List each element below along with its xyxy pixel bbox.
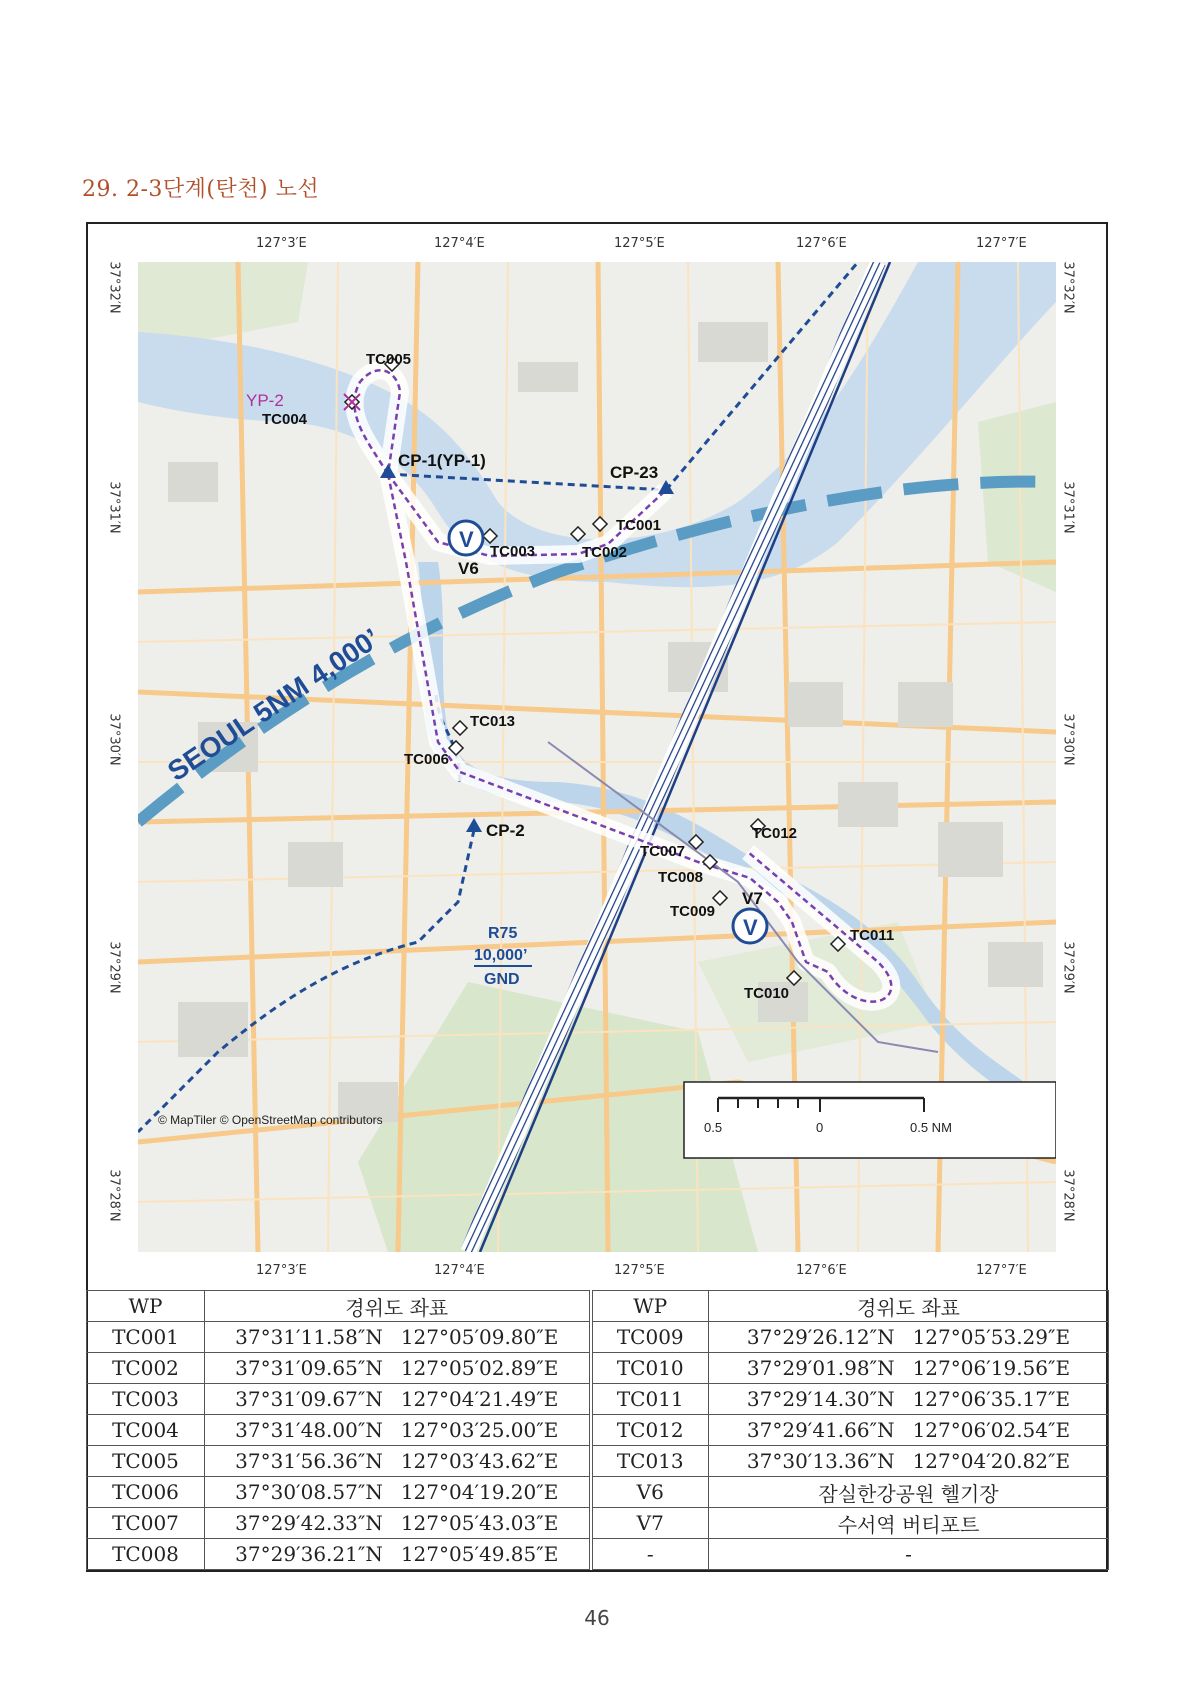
- wp-cell: TC007: [87, 1508, 205, 1539]
- latitude: 37°29′14.30″N: [746, 1387, 895, 1411]
- lat-tick-left: 37°32′N: [106, 261, 122, 314]
- lat-tick-right: 37°31′N: [1060, 481, 1076, 534]
- lat-tick-left: 37°28′N: [106, 1169, 122, 1222]
- lat-tick-right: 37°30′N: [1060, 713, 1076, 766]
- longitude: 127°03′43.62″E: [400, 1449, 559, 1473]
- longitude: 127°05′53.29″E: [912, 1325, 1071, 1349]
- lat-tick-right: 37°29′N: [1060, 941, 1076, 994]
- longitude: 127°05′49.85″E: [400, 1542, 559, 1566]
- coord-cell: [205, 1477, 591, 1508]
- table-row: [87, 1384, 1109, 1415]
- coordinate-table: [86, 1290, 1109, 1570]
- longitude: 127°05′02.89″E: [400, 1356, 559, 1380]
- lat-tick-left: 37°29′N: [106, 941, 122, 994]
- latitude: 37°29′26.12″N: [746, 1325, 895, 1349]
- coord-cell: [205, 1446, 591, 1477]
- table-row: [87, 1508, 1109, 1539]
- svg-text:R75: R75: [488, 925, 518, 942]
- route-map[interactable]: [138, 262, 1056, 1252]
- airspace-label: SEOUL 5NM 4,000’: [162, 622, 386, 787]
- lon-tick-bottom: 127°5′E: [614, 1263, 665, 1278]
- label-tc004: TC004: [262, 411, 308, 428]
- lon-tick-top: 127°6′E: [796, 236, 847, 251]
- table-header-row: [87, 1291, 1109, 1322]
- latitude: 37°29′36.21″N: [235, 1542, 383, 1566]
- wp-cell: TC005: [87, 1446, 205, 1477]
- label-tc003: TC003: [490, 543, 536, 560]
- wp-cell: TC013: [591, 1446, 709, 1477]
- coord-cell: [205, 1539, 591, 1570]
- lon-tick-top: 127°5′E: [614, 236, 665, 251]
- longitude: 127°06′02.54″E: [912, 1418, 1071, 1442]
- wp-cell: V6: [591, 1477, 709, 1508]
- wp-cell: TC011: [591, 1384, 709, 1415]
- svg-text:10,000’: 10,000’: [474, 947, 528, 964]
- lon-tick-bottom: 127°3′E: [256, 1263, 307, 1278]
- latitude: 37°31′09.67″N: [235, 1387, 383, 1411]
- wp-cell: TC002: [87, 1353, 205, 1384]
- lon-tick-top: 127°7′E: [976, 236, 1027, 251]
- coord-cell: [709, 1446, 1109, 1477]
- wp-cell: TC004: [87, 1415, 205, 1446]
- svg-text:0: 0: [816, 1120, 824, 1135]
- label-cp2: CP-2: [486, 821, 525, 840]
- coord-cell: [205, 1384, 591, 1415]
- table-row: [87, 1353, 1109, 1384]
- svg-text:0.5: 0.5: [704, 1120, 723, 1135]
- lon-tick-bottom: 127°6′E: [796, 1263, 847, 1278]
- latitude: 37°31′56.36″N: [235, 1449, 383, 1473]
- header-wp: WP: [87, 1291, 205, 1322]
- label-tc011: TC011: [850, 927, 895, 944]
- coord-cell: [205, 1322, 591, 1353]
- label-yp2: YP-2: [246, 391, 284, 410]
- lat-tick-left: 37°31′N: [106, 481, 122, 534]
- longitude: 127°04′21.49″E: [400, 1387, 559, 1411]
- wp-cell: TC009: [591, 1322, 709, 1353]
- svg-text:0.5 NM: 0.5 NM: [910, 1120, 952, 1135]
- svg-text:GND: GND: [484, 971, 520, 988]
- page-title: 29. 2-3단계(탄천) 노선: [82, 177, 320, 202]
- vertiport-v7-symbol: [733, 909, 767, 943]
- header-wp: WP: [591, 1291, 709, 1322]
- coord-cell: [709, 1384, 1109, 1415]
- latitude: 37°30′08.57″N: [235, 1480, 383, 1504]
- description-cell: 잠실한강공원 헬기장: [709, 1477, 1109, 1508]
- table-row: [87, 1322, 1109, 1353]
- lon-tick-bottom: 127°4′E: [434, 1263, 485, 1278]
- label-tc009: TC009: [670, 903, 716, 920]
- coord-cell: [205, 1415, 591, 1446]
- table-row: [87, 1539, 1109, 1570]
- latitude: 37°31′09.65″N: [235, 1356, 383, 1380]
- longitude: 127°06′19.56″E: [912, 1356, 1071, 1380]
- label-tc010: TC010: [744, 985, 790, 1002]
- lat-tick-right: 37°32′N: [1060, 261, 1076, 314]
- longitude: 127°04′19.20″E: [400, 1480, 559, 1504]
- label-tc013: TC013: [470, 713, 516, 730]
- label-tc005: TC005: [366, 351, 412, 368]
- latitude: 37°30′13.36″N: [746, 1449, 895, 1473]
- wp-cell: TC012: [591, 1415, 709, 1446]
- label-tc008: TC008: [658, 869, 704, 886]
- svg-text:V: V: [459, 527, 474, 552]
- label-tc006: TC006: [404, 751, 450, 768]
- latitude: 37°31′48.00″N: [235, 1418, 383, 1442]
- lat-tick-right: 37°28′N: [1060, 1169, 1076, 1222]
- latitude: 37°29′41.66″N: [746, 1418, 895, 1442]
- svg-text:V: V: [743, 915, 758, 940]
- page-number: 46: [584, 1606, 610, 1630]
- label-v6: V6: [458, 559, 479, 578]
- lat-tick-left: 37°30′N: [106, 713, 122, 766]
- table-row: [87, 1477, 1109, 1508]
- latitude: 37°31′11.58″N: [235, 1325, 383, 1349]
- header-coord: 경위도 좌표: [205, 1291, 591, 1322]
- coord-cell: [205, 1508, 591, 1539]
- lon-tick-bottom: 127°7′E: [976, 1263, 1027, 1278]
- label-tc007: TC007: [640, 843, 686, 860]
- description-cell: -: [709, 1539, 1109, 1570]
- description-cell: 수서역 버티포트: [709, 1508, 1109, 1539]
- label-tc001: TC001: [616, 517, 662, 534]
- longitude: 127°05′43.03″E: [400, 1511, 559, 1535]
- header-coord: 경위도 좌표: [709, 1291, 1109, 1322]
- label-v7: V7: [742, 889, 763, 908]
- longitude: 127°03′25.00″E: [400, 1418, 559, 1442]
- wp-cell: TC001: [87, 1322, 205, 1353]
- coord-cell: [709, 1322, 1109, 1353]
- label-tc012: TC012: [752, 825, 798, 842]
- wp-cell: -: [591, 1539, 709, 1570]
- label-tc002: TC002: [582, 544, 628, 561]
- map-attribution: © MapTiler © OpenStreetMap contributors: [158, 1113, 383, 1127]
- wp-cell: V7: [591, 1508, 709, 1539]
- label-cp1: CP-1(YP-1): [398, 451, 486, 470]
- coord-cell: [709, 1415, 1109, 1446]
- lon-tick-top: 127°4′E: [434, 236, 485, 251]
- wp-cell: TC010: [591, 1353, 709, 1384]
- longitude: 127°06′35.17″E: [912, 1387, 1071, 1411]
- latitude: 37°29′01.98″N: [746, 1356, 895, 1380]
- vertiport-v6-symbol: [449, 521, 483, 555]
- lon-tick-top: 127°3′E: [256, 236, 307, 251]
- wp-cell: TC008: [87, 1539, 205, 1570]
- table-row: [87, 1415, 1109, 1446]
- longitude: 127°05′09.80″E: [400, 1325, 559, 1349]
- wp-cell: TC006: [87, 1477, 205, 1508]
- coord-cell: [205, 1353, 591, 1384]
- latitude: 37°29′42.33″N: [235, 1511, 383, 1535]
- longitude: 127°04′20.82″E: [912, 1449, 1071, 1473]
- scale-bar: [684, 1082, 1056, 1158]
- label-cp23: CP-23: [610, 463, 659, 482]
- table-row: [87, 1446, 1109, 1477]
- coord-cell: [709, 1353, 1109, 1384]
- wp-cell: TC003: [87, 1384, 205, 1415]
